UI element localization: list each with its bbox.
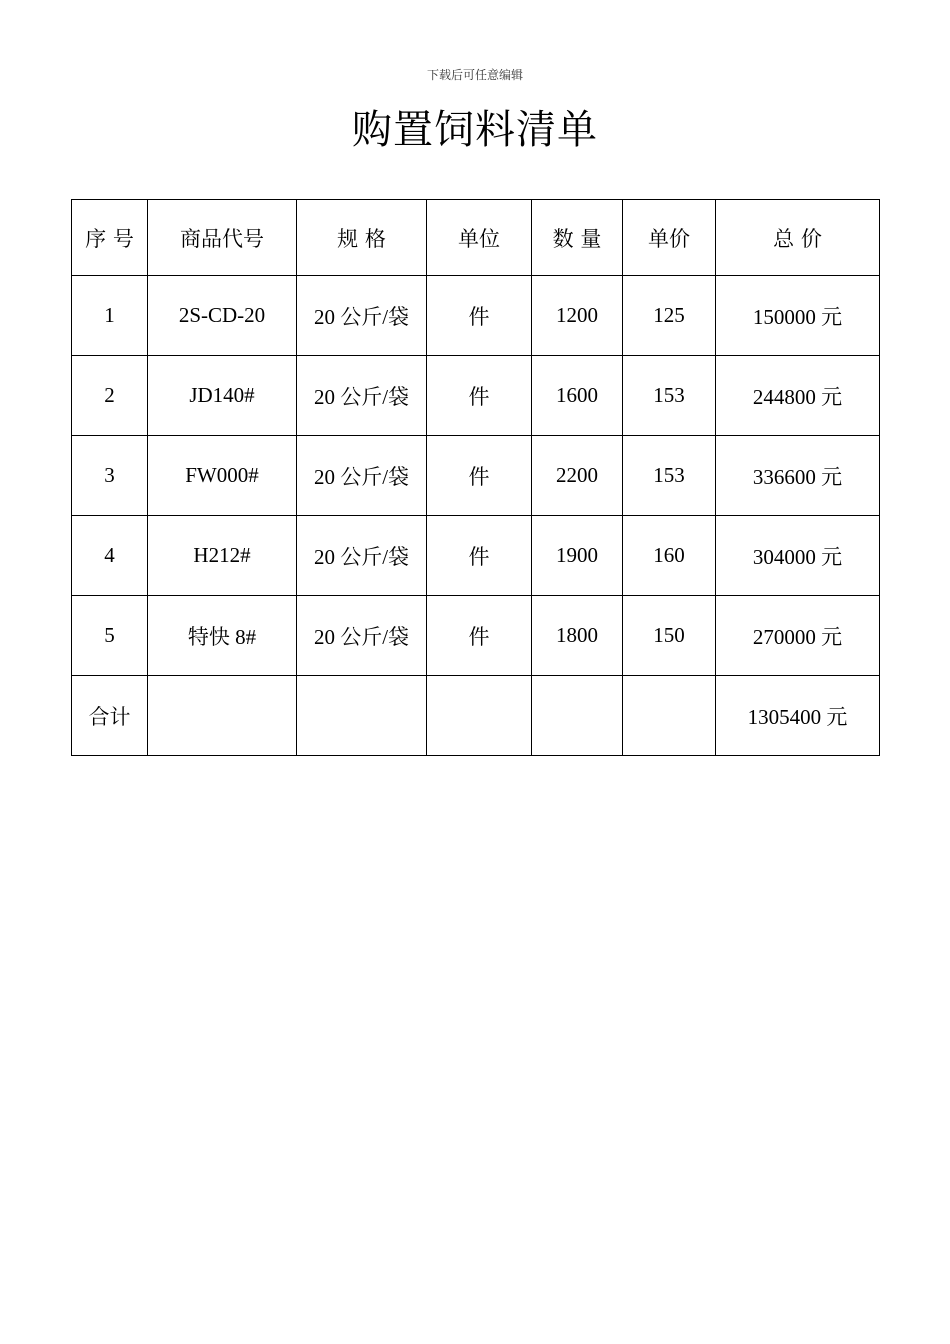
table-row: [72, 356, 880, 436]
cell-price: 150: [623, 596, 716, 676]
cell-total: 304000 元: [716, 516, 880, 596]
cell-qty: 1800: [532, 596, 623, 676]
cell-code: FW000#: [148, 436, 297, 516]
cell-code: 特快 8#: [148, 596, 297, 676]
cell-spec: 20 公斤/袋: [297, 516, 427, 596]
summary-empty-cell: [148, 676, 297, 756]
cell-qty: 1200: [532, 276, 623, 356]
cell-qty: 2200: [532, 436, 623, 516]
table-header-row: [72, 200, 880, 276]
cell-index: 3: [72, 436, 148, 516]
summary-empty-cell: [532, 676, 623, 756]
cell-index: 5: [72, 596, 148, 676]
cell-unit: 件: [427, 276, 532, 356]
cell-unit: 件: [427, 596, 532, 676]
cell-total: 270000 元: [716, 596, 880, 676]
cell-code: H212#: [148, 516, 297, 596]
cell-total: 244800 元: [716, 356, 880, 436]
summary-total: 1305400 元: [716, 676, 880, 756]
summary-empty-cell: [427, 676, 532, 756]
cell-unit: 件: [427, 356, 532, 436]
cell-code: 2S-CD-20: [148, 276, 297, 356]
cell-unit: 件: [427, 516, 532, 596]
header-note: 下载后可任意编辑: [426, 68, 523, 82]
cell-price: 125: [623, 276, 716, 356]
header-index: 序 号: [72, 200, 148, 276]
table-row: [72, 596, 880, 676]
cell-code: JD140#: [148, 356, 297, 436]
summary-empty-cell: [297, 676, 427, 756]
cell-price: 153: [623, 356, 716, 436]
cell-index: 2: [72, 356, 148, 436]
cell-qty: 1900: [532, 516, 623, 596]
cell-index: 4: [72, 516, 148, 596]
cell-qty: 1600: [532, 356, 623, 436]
header-unit: 单位: [427, 200, 532, 276]
cell-total: 336600 元: [716, 436, 880, 516]
cell-unit: 件: [427, 436, 532, 516]
header-spec: 规 格: [297, 200, 427, 276]
table-row: [72, 436, 880, 516]
summary-empty-cell: [623, 676, 716, 756]
cell-price: 160: [623, 516, 716, 596]
table-row: [72, 516, 880, 596]
header-qty: 数 量: [532, 200, 623, 276]
cell-index: 1: [72, 276, 148, 356]
header-price: 单价: [623, 200, 716, 276]
summary-label: 合计: [72, 676, 148, 756]
cell-spec: 20 公斤/袋: [297, 356, 427, 436]
header-total: 总 价: [716, 200, 880, 276]
page-title: 购置饲料清单: [352, 107, 598, 153]
header-code: 商品代号: [148, 200, 297, 276]
summary-row: [72, 676, 880, 756]
table-row: [72, 276, 880, 356]
cell-spec: 20 公斤/袋: [297, 276, 427, 356]
cell-spec: 20 公斤/袋: [297, 436, 427, 516]
cell-total: 150000 元: [716, 276, 880, 356]
cell-price: 153: [623, 436, 716, 516]
cell-spec: 20 公斤/袋: [297, 596, 427, 676]
feed-purchase-table: [71, 199, 880, 756]
